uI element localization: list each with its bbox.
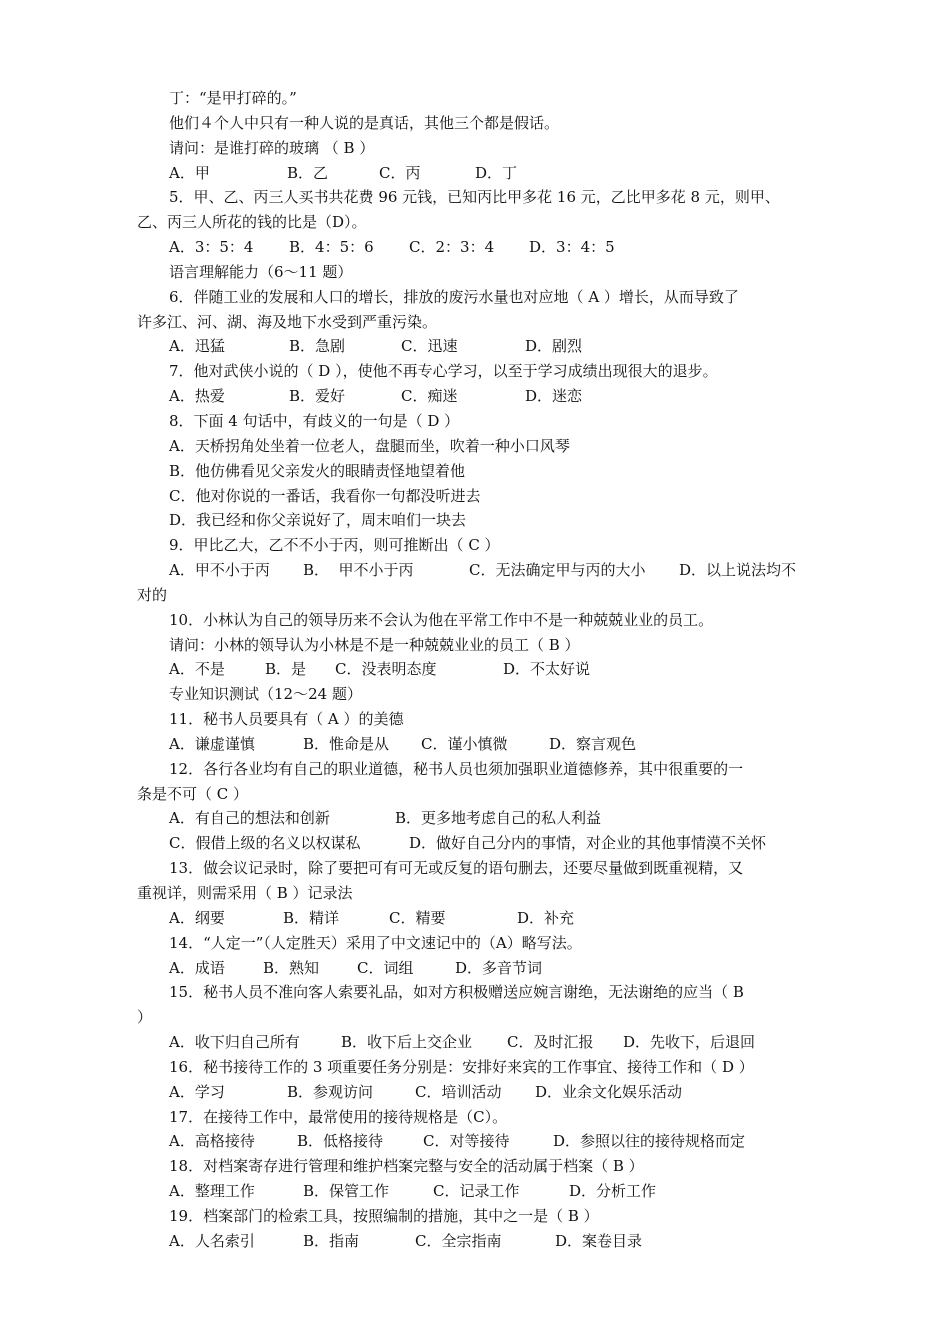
answer-option: A．整理工作 [169, 1182, 255, 1201]
text-line: 7．他对武侠小说的（ D ），使他不再专心学习，以至于学习成绩出现很大的退步。 [169, 362, 718, 381]
answer-option: D．不太好说 [503, 660, 591, 679]
answer-options-row [137, 1030, 827, 1055]
answer-option: C．谨小慎微 [421, 734, 508, 753]
answer-options-row [137, 806, 827, 831]
text-line: 许多江、河、湖、海及地下水受到严重污染。 [137, 312, 438, 331]
answer-options-row [137, 657, 827, 682]
answer-options-row [137, 384, 827, 409]
answer-option: A．谦虚谨慎 [169, 734, 255, 753]
answer-option: D．剧烈 [525, 337, 583, 356]
answer-option: C．记录工作 [433, 1182, 520, 1201]
answer-option: B．熟知 [263, 958, 320, 977]
text-line: 专业知识测试（12～24 题） [169, 685, 362, 704]
answer-option: D．察言观色 [549, 734, 637, 753]
answer-option: A．甲不小于丙 [169, 561, 270, 580]
answer-option: B．乙 [287, 163, 329, 182]
text-line: 语言理解能力（6～11 题） [169, 262, 353, 281]
text-line: 10．小林认为自己的领导历来不会认为他在平常工作中不是一种兢兢业业的员工。 [169, 610, 714, 629]
answer-option: D．业余文化娱乐活动 [535, 1082, 683, 1101]
text-line: 条是不可（ C ） [137, 784, 249, 803]
text-line: 5．甲、乙、丙三人买书共花费 96 元钱，已知丙比甲多花 16 元，乙比甲多花 8 元，则甲、 [169, 188, 780, 207]
answer-option: C．及时汇报 [507, 1033, 594, 1052]
text-line: 对的 [137, 585, 168, 604]
answer-option: D．先收下，后退回 [623, 1033, 756, 1052]
text-line: 9．甲比乙大，乙不不小于丙，则可推断出（ C ） [169, 536, 500, 555]
answer-options-row [137, 732, 827, 757]
answer-option: B． 甲不小于丙 [303, 561, 414, 580]
answer-options-row [137, 161, 827, 186]
answer-option: A．人名索引 [169, 1231, 255, 1250]
text-line: 17．在接待工作中，最常使用的接待规格是（C）。 [169, 1107, 508, 1126]
text-line: 乙、丙三人所花的钱的比是（D）。 [137, 213, 367, 232]
text-line: 重视详，则需采用（ B ）记录法 [137, 884, 353, 902]
answer-option: B．4：5：6 [289, 238, 374, 257]
text-line: 14．“人定一”（人定胜天）采用了中文速记中的（A）略写法。 [169, 933, 582, 952]
answer-option: B．低格接待 [297, 1132, 384, 1151]
answer-option: B．收下后上交企业 [341, 1033, 473, 1052]
text-line: 他们４个人中只有一种人说的是真话，其他三个都是假话。 [169, 113, 560, 132]
text-line: D．我已经和你父亲说好了，周末咱们一块去 [169, 511, 467, 530]
answer-option: B．保管工作 [303, 1182, 390, 1201]
answer-option: C．全宗指南 [415, 1231, 502, 1250]
answer-option: D．做好自己分内的事情，对企业的其他事情漠不关怀 [409, 834, 767, 853]
text-line: B．他仿佛看见父亲发火的眼睛责怪地望着他 [169, 461, 466, 480]
answer-option: C．痴迷 [401, 387, 458, 406]
answer-option: B．是 [265, 660, 307, 679]
answer-option: B．精详 [283, 908, 340, 927]
answer-option: B．惟命是从 [303, 734, 390, 753]
text-line: 16．秘书接待工作的 3 项重要任务分别是：安排好来宾的工作事宜、接待工作和（ D ） [169, 1057, 754, 1076]
text-line: C．他对你说的一番话，我看你一句都没听进去 [169, 486, 481, 505]
text-line: 丁：“是甲打碎的。” [169, 89, 297, 107]
answer-option: D．丁 [475, 163, 518, 182]
answer-option: A．成语 [169, 958, 225, 977]
answer-option: B．急剧 [289, 337, 346, 356]
text-line: 18．对档案寄存进行管理和维护档案完整与安全的活动属于档案（ B ） [169, 1157, 644, 1176]
text-line: 8．下面 4 句话中，有歧义的一句是（ D ） [169, 411, 460, 430]
answer-option: D．以上说法均不 [679, 561, 797, 580]
answer-option: A．3：5：4 [169, 238, 254, 257]
answer-option: C．没表明态度 [335, 660, 437, 679]
answer-option: D．迷恋 [525, 387, 583, 406]
answer-options-row [137, 558, 827, 583]
answer-option: A．甲 [169, 163, 210, 182]
answer-option: D．多音节词 [455, 958, 543, 977]
answer-options-row [137, 1129, 827, 1154]
text-line: 11．秘书人员要具有（ A ）的美德 [169, 710, 404, 729]
answer-options-row [137, 235, 827, 260]
text-line: 19．档案部门的检索工具，按照编制的措施，其中之一是（ B ） [169, 1206, 599, 1225]
text-line: ） [137, 1008, 153, 1027]
answer-option: C．假借上级的名义以权谋私 [169, 834, 361, 853]
answer-option: C．词组 [357, 958, 414, 977]
answer-option: A．不是 [169, 660, 225, 679]
answer-option: A．纲要 [169, 908, 225, 927]
answer-option: A．收下归自己所有 [169, 1033, 300, 1052]
answer-option: C．精要 [389, 908, 446, 927]
answer-options-row [137, 1080, 827, 1105]
answer-option: A．学习 [169, 1082, 225, 1101]
answer-option: B．参观访问 [287, 1082, 374, 1101]
answer-option: B．更多地考虑自己的私人利益 [395, 809, 602, 828]
text-line: 请问：是谁打碎的玻璃 （ B ） [169, 138, 375, 157]
document-body [137, 86, 827, 1254]
answer-options-row [137, 906, 827, 931]
answer-options-row [137, 956, 827, 981]
answer-option: B．指南 [303, 1231, 360, 1250]
answer-option: A．热爱 [169, 387, 225, 406]
answer-option: C．2：3：4 [409, 238, 495, 257]
answer-option: A．高格接待 [169, 1132, 255, 1151]
answer-option: A．迅猛 [169, 337, 225, 356]
answer-options-row [137, 1229, 827, 1254]
answer-option: D．参照以往的接待规格而定 [553, 1132, 746, 1151]
answer-option: D．案卷目录 [555, 1231, 643, 1250]
text-line: A．天桥拐角处坐着一位老人，盘腿而坐，吹着一种小口风琴 [169, 436, 570, 455]
text-line: 12．各行各业均有自己的职业道德，秘书人员也须加强职业道德修养，其中很重要的一 [169, 759, 744, 778]
answer-option: C．对等接待 [423, 1132, 510, 1151]
answer-options-row [137, 334, 827, 359]
answer-option: C．迅速 [401, 337, 458, 356]
answer-option: D．分析工作 [569, 1182, 657, 1201]
answer-option: C．培训活动 [415, 1082, 502, 1101]
answer-option: B．爱好 [289, 387, 346, 406]
text-line: 6．伴随工业的发展和人口的增长，排放的废污水量也对应地（ A ）增长，从而导致了 [169, 287, 739, 306]
text-line: 请问：小林的领导认为小林是不是一种兢兢业业的员工（ B ） [169, 635, 580, 654]
answer-options-row [137, 1179, 827, 1204]
answer-option: C．无法确定甲与丙的大小 [469, 561, 646, 580]
answer-option: D．补充 [517, 908, 575, 927]
text-line: 13．做会议记录时，除了要把可有可无或反复的语句删去，还要尽量做到既重视精，又 [169, 859, 744, 878]
answer-options-row [137, 831, 827, 856]
answer-option: D．3：4：5 [529, 238, 615, 257]
answer-option: A．有自己的想法和创新 [169, 809, 330, 828]
text-line: 15．秘书人员不准向客人索要礼品，如对方积极赠送应婉言谢绝，无法谢绝的应当（ B [169, 983, 744, 1002]
answer-option: C．丙 [379, 163, 421, 182]
